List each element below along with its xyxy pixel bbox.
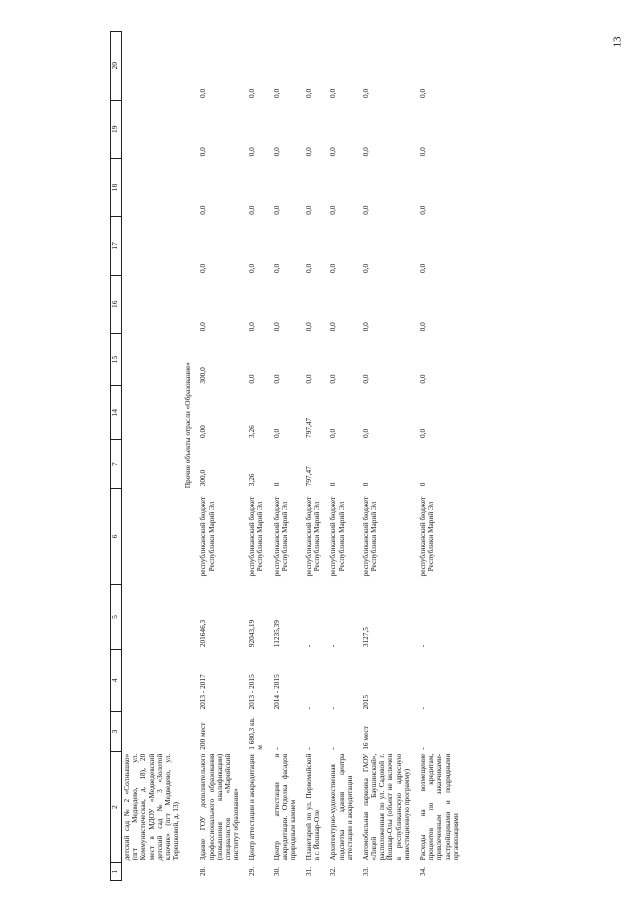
value-col17: 0,0: [271, 263, 281, 274]
capacity: -: [417, 747, 427, 750]
rotated-table-wrapper: [110, 31, 528, 881]
funding-source: республиканский бюджет Республики Марий Эл: [417, 496, 436, 577]
header-row: [111, 32, 122, 881]
value-col15: 0,0: [360, 374, 370, 384]
table-row: [358, 32, 415, 881]
capacity: -: [271, 747, 281, 750]
capacity: -: [304, 747, 314, 750]
funding-source: республиканский бюджет Республики Марий Эл: [198, 496, 216, 577]
row-number: 33.: [360, 866, 370, 877]
years: -: [417, 707, 427, 710]
value-col14: 0,0: [328, 428, 338, 438]
value-col15: 0,0: [247, 374, 257, 384]
estimated-cost: 201646,3: [198, 619, 208, 648]
section-title: Прочие объекты отрасли «Образование»: [183, 362, 193, 489]
table-row: [195, 32, 244, 881]
continuation-row: [122, 32, 182, 881]
value-col18: 0,0: [198, 205, 208, 215]
value-col16: 0,0: [271, 322, 281, 332]
section-row: [181, 32, 195, 881]
table-row: [244, 32, 268, 881]
value-col15: 0,0: [417, 374, 427, 384]
value-col18: 0,0: [417, 205, 427, 215]
estimated-cost: 92043,19: [247, 619, 257, 648]
capacity: 1 680,3 кв. м: [247, 717, 265, 750]
estimated-cost: 3127,5: [360, 627, 370, 648]
column-header: 5: [111, 585, 122, 649]
value-col16: 0,0: [328, 322, 338, 332]
funding-source: республиканский бюджет Республики Марий Эл: [271, 496, 289, 577]
column-header: 15: [111, 333, 122, 385]
column-header: 7: [111, 440, 122, 488]
value-col15: 0,0: [304, 374, 314, 384]
column-header: 17: [111, 217, 122, 275]
estimated-cost: 11235,39: [271, 620, 281, 648]
table-body: [122, 32, 464, 881]
value-col7: 300,0: [198, 469, 208, 487]
object-name: Планетарий по ул. Первомайской в г. Йошкар-Оле: [304, 753, 322, 861]
value-col16: 0,0: [360, 322, 370, 332]
object-name: Здание ГОУ дополнительного профессионального образования (повышения квалификации) специалистов «Марийский институт образования»: [198, 753, 241, 861]
row-number: 31.: [304, 866, 314, 877]
column-header: 20: [111, 32, 122, 101]
table-row: [415, 32, 464, 881]
value-col19: 0,0: [247, 147, 257, 157]
value-col14: 0,00: [198, 425, 208, 438]
column-header: 6: [111, 488, 122, 585]
value-col19: 0,0: [328, 147, 338, 157]
column-header: 4: [111, 649, 122, 711]
estimated-cost: -: [417, 644, 427, 648]
value-col18: 0,0: [360, 205, 370, 215]
years: 2013 - 2015: [247, 674, 257, 710]
value-col17: 0,0: [304, 263, 314, 274]
estimated-cost: -: [328, 644, 338, 648]
value-col7: 0: [328, 482, 338, 487]
value-col19: 0,0: [304, 147, 314, 157]
column-header: 18: [111, 158, 122, 216]
value-col16: 0,0: [247, 322, 257, 332]
value-col17: 0,0: [247, 263, 257, 274]
value-col17: 0,0: [328, 263, 338, 274]
value-col7: 0: [360, 482, 370, 487]
row-number: 29.: [247, 866, 257, 877]
value-col20: 0,0: [271, 88, 281, 99]
row-number: 28.: [198, 866, 208, 877]
value-col15: 0,0: [328, 374, 338, 384]
value-col14: 797,47: [304, 417, 314, 438]
object-name: Расходы на возмещение процентов по кредитам, привлеченным заказчиками-застройщиками и подрядными организациями: [417, 753, 460, 861]
years: -: [304, 707, 314, 710]
value-col15: 300,0: [198, 367, 208, 384]
value-col15: 0,0: [271, 374, 281, 384]
value-col18: 0,0: [247, 205, 257, 215]
value-col14: 0,0: [271, 428, 281, 438]
object-name: Архитектурно-художественная подсветка здания центра аттестации и аккредитации: [328, 753, 354, 861]
continuation-text: детский сад № 2 «Солнышко» (пгт Медведево, ул. Коммунистическая, д. 18), 20 мест в МДОУ «Медведевский детский сад № 3 «Золотой ключик» (пгт Медведево, ул. Терешковой, д. 13): [122, 753, 181, 861]
value-col16: 0,0: [198, 322, 208, 332]
years: 2013 - 2017: [198, 674, 208, 710]
capacity: -: [328, 747, 338, 750]
value-col14: 0,0: [360, 428, 370, 438]
row-number: 32.: [328, 866, 338, 877]
column-header: 19: [111, 100, 122, 158]
column-header: 14: [111, 386, 122, 440]
column-header: 2: [111, 752, 122, 863]
value-col18: 0,0: [328, 205, 338, 215]
years: 2015: [360, 694, 370, 710]
value-col14: 3,26: [247, 425, 257, 438]
value-col7: 3,26: [247, 473, 257, 487]
funding-source: республиканский бюджет Республики Марий Эл: [304, 496, 322, 577]
column-header: 16: [111, 275, 122, 333]
value-col17: 0,0: [360, 263, 370, 274]
value-col16: 0,0: [417, 322, 427, 332]
object-name: Автомобильная парковка ГАОУ «Лицей Баушинский», расположенная по ул. Садовой г. Йошкар-Олы (объект не включен в республиканскую адресную инвестиционную программу): [360, 753, 411, 861]
row-number: 34.: [417, 866, 427, 877]
value-col19: 0,0: [417, 147, 427, 157]
row-number: 30.: [271, 866, 281, 877]
years: 2014 - 2015: [271, 674, 281, 710]
table-row: [325, 32, 358, 881]
value-col20: 0,0: [417, 88, 427, 99]
value-col16: 0,0: [304, 322, 314, 332]
column-header: 1: [111, 862, 122, 880]
column-header: 3: [111, 712, 122, 752]
value-col19: 0,0: [271, 147, 281, 157]
value-col18: 0,0: [271, 205, 281, 215]
value-col19: 0,0: [360, 147, 370, 157]
estimated-cost: -: [304, 644, 314, 648]
table-row: [269, 32, 302, 881]
value-col7: 0: [271, 482, 281, 487]
object-name: Центр аттестации и аккредитации. Отделка фасадов природным камнем: [271, 753, 297, 861]
object-name: Центр аттестации и аккредитации: [247, 754, 257, 861]
value-col20: 0,0: [328, 88, 338, 99]
value-col20: 0,0: [247, 88, 257, 99]
funding-source: республиканский бюджет Республики Марий Эл: [360, 496, 379, 577]
page-number: 13: [611, 36, 624, 48]
value-col7: 797,47: [304, 466, 314, 487]
capacity: 16 мест: [360, 726, 370, 750]
value-col20: 0,0: [304, 88, 314, 99]
funding-source: республиканский бюджет Республики Марий Эл: [247, 496, 265, 577]
table-row: [301, 32, 325, 881]
value-col17: 0,0: [198, 263, 208, 274]
years: -: [328, 707, 338, 710]
capacity: 200 мест: [198, 722, 208, 750]
value-col7: 0: [417, 482, 427, 487]
value-col20: 0,0: [198, 88, 208, 99]
funding-source: республиканский бюджет Республики Марий Эл: [328, 496, 346, 577]
value-col19: 0,0: [198, 147, 208, 157]
value-col18: 0,0: [304, 205, 314, 215]
value-col14: 0,0: [417, 428, 427, 438]
value-col17: 0,0: [417, 263, 427, 274]
value-col20: 0,0: [360, 88, 370, 99]
objects-table: [110, 31, 464, 881]
